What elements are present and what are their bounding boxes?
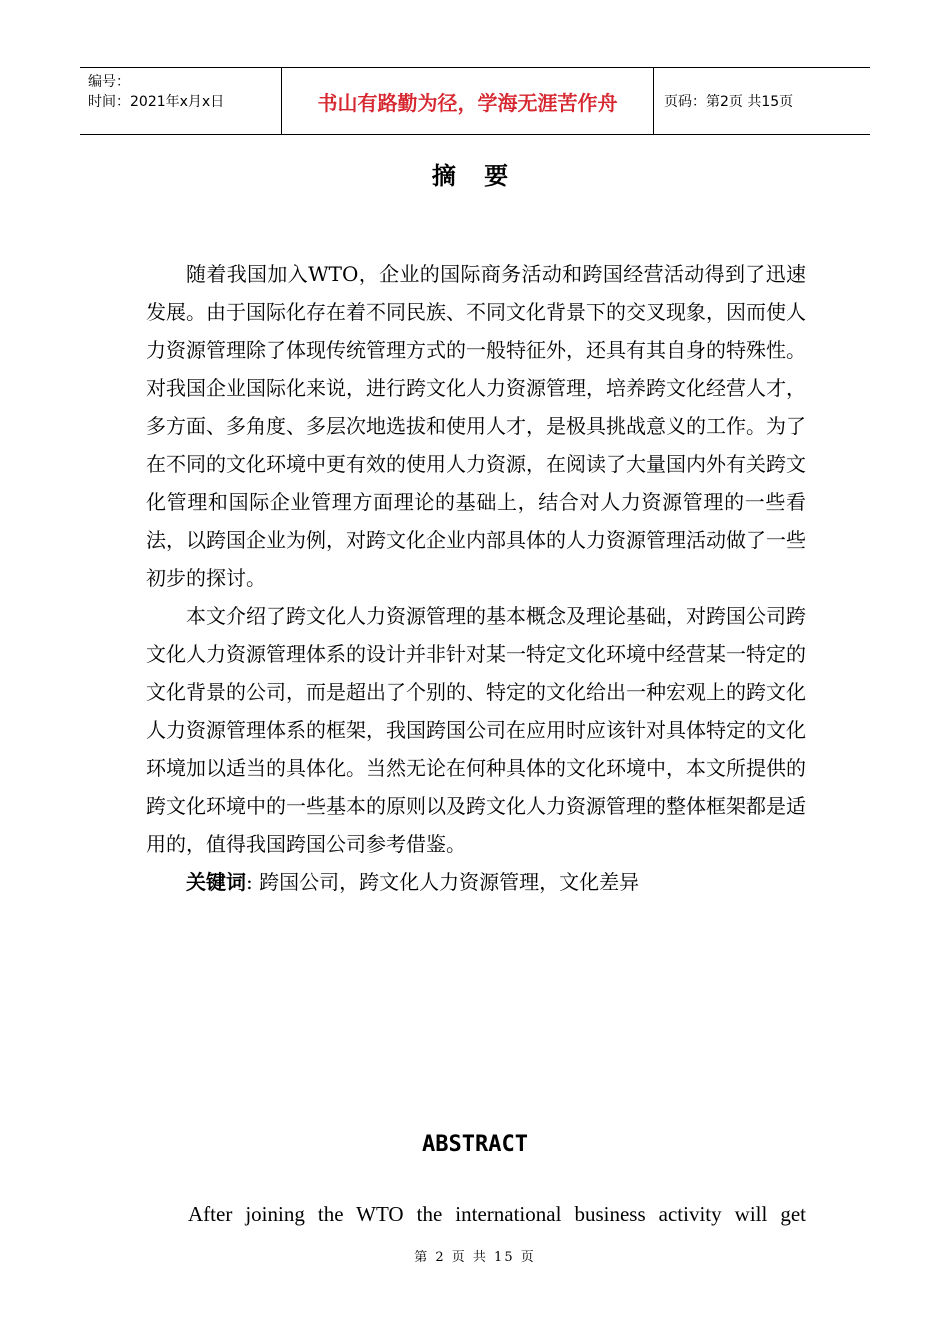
header-table [80,67,870,135]
keywords-text: : 跨国公司，跨文化人力资源管理，文化差异 [246,870,640,894]
abstract-cn-title: 摘 要 [431,162,519,190]
header-page-cell [654,68,870,134]
keywords-label: 关键词 [186,870,246,894]
abstract-cn-paragraph-1: 随着我国加入WTO，企业的国际商务活动和跨国经营活动得到了迅速发展。由于国际化存在着不同民族、不同文化背景下的交叉现象，因而使人力资源管理除了体现传统管理方式的一般特征外，还具有其自身的特殊性。对我国企业国际化来说，进行跨文化人力资源管理，培养跨文化经营人才，多方面、多角度、多层次地选拔和使用人才，是极具挑战意义的工作。为了在不同的文化环境中更有效的使用人力资源，在阅读了大量国内外有关跨文化管理和国际企业管理方面理论的基础上，结合对人力资源管理的一些看法，以跨国企业为例，对跨文化企业内部具体的人力资源管理活动做了一些初步的探讨。 [146,262,806,590]
abstract-en-title: ABSTRACT [422,1132,528,1157]
serial-label: 编号： [88,74,130,90]
motto-text: 书山有路勤为径，学海无涯苦作舟 [317,90,618,115]
keywords-line [146,863,806,901]
abstract-cn-body [146,255,806,901]
page-footer: 第 2 页 共 15 页 [414,1250,536,1265]
abstract-en-paragraph: After joining the WTO the international business activity will get [188,1202,806,1226]
date-label: 时间：2021年x月x日 [88,94,225,110]
header-motto-cell [281,68,654,134]
page-info: 页码：第2页 共15页 [664,94,794,110]
header-left-cell [80,68,281,134]
abstract-cn-paragraph-2: 本文介绍了跨文化人力资源管理的基本概念及理论基础，对跨国公司跨文化人力资源管理体系的设计并非针对某一特定文化环境中经营某一特定的文化背景的公司，而是超出了个别的、特定的文化给出一种宏观上的跨文化人力资源管理体系的框架，我国跨国公司在应用时应该针对具体特定的文化环境加以适当的具体化。当然无论在何种具体的文化环境中，本文所提供的跨文化环境中的一些基本的原则以及跨文化人力资源管理的整体框架都是适用的，值得我国跨国公司参考借鉴。 [146,604,806,856]
